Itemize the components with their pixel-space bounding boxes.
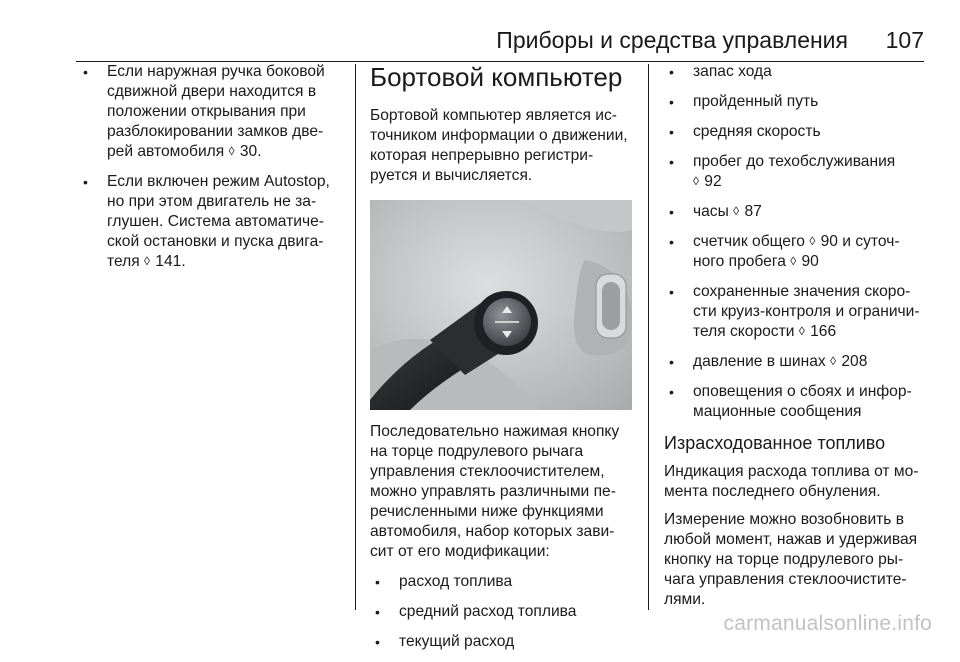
text-line: сдвижной двери находится в [107, 83, 317, 100]
bullet-icon: • [375, 574, 380, 590]
text-fragment: счетчик общего [693, 233, 805, 250]
text-line: Последовательно нажимая кнопку [370, 423, 620, 440]
text-line: речисленными ниже функциями [370, 503, 604, 520]
wiper-stalk-button-photo [370, 200, 632, 410]
text-line [693, 322, 930, 342]
text-line: на торце подрулевого рычага [370, 443, 584, 460]
page-reference[interactable]: 90 [801, 253, 819, 270]
bullet-icon: • [669, 204, 674, 220]
column-2 [370, 62, 635, 662]
bullet-icon: • [669, 64, 674, 80]
list-item [664, 382, 930, 422]
text-line: Если включен режим Autostop, [107, 173, 330, 190]
text-line: текущий расход [399, 633, 515, 650]
page-reference[interactable]: 92 [704, 173, 722, 190]
text-line: расход топлива [399, 573, 513, 590]
page-number: 107 [885, 27, 924, 53]
text-line [693, 252, 930, 272]
page-reference-icon: ◊ [144, 254, 150, 268]
subsection-title: Израсходованное топливо [664, 433, 886, 453]
list-item [664, 62, 930, 82]
description-paragraph [370, 422, 635, 562]
text-line: ской остановки и пуска двига- [107, 233, 324, 250]
list-item [664, 282, 930, 342]
page-reference[interactable]: 208 [841, 353, 868, 370]
text-line: точником информации о движении, [370, 127, 628, 144]
list-item [664, 232, 930, 272]
bullet-icon: • [669, 354, 674, 370]
bullet-icon: • [669, 384, 674, 400]
text-line: Индикация расхода топлива от мо- [664, 463, 919, 480]
text-line: положении открывания при [107, 103, 306, 120]
page-reference-icon: ◊ [790, 254, 797, 268]
text-fragment: ного пробега [693, 253, 786, 270]
function-list [370, 572, 635, 652]
text-line: средняя скорость [693, 123, 821, 140]
list-item [664, 152, 930, 192]
text-line: сти круиз-контроля и ограничи- [693, 303, 920, 320]
text-fragment: теля [107, 253, 140, 270]
bullet-icon: • [83, 64, 88, 80]
text-line: запас хода [693, 63, 772, 80]
list-item [664, 202, 930, 222]
bullet-icon: • [83, 174, 88, 190]
text-fragment: часы [693, 203, 729, 220]
paragraph [664, 462, 930, 502]
page-reference[interactable]: 166 [810, 323, 837, 340]
page-reference-icon: ◊ [809, 234, 816, 248]
list-item [664, 122, 930, 142]
text-line [693, 352, 930, 372]
page-reference[interactable]: 90 и суточ- [820, 233, 900, 250]
text-line: чага управления стеклоочистите- [664, 571, 907, 588]
text-line [107, 252, 350, 272]
text-line: Если наружная ручка боковой [107, 63, 325, 80]
text-line: Бортовой компьютер является ис- [370, 107, 617, 124]
section-title: Бортовой компьютер [370, 62, 623, 92]
bullet-icon: • [669, 154, 674, 170]
text-fragment: рей автомобиля [107, 143, 225, 160]
text-line: сит от его модификации: [370, 543, 550, 560]
text-line: которая непрерывно регистри- [370, 147, 594, 164]
text-line: оповещения о сбоях и инфор- [693, 383, 912, 400]
column-divider-left [355, 64, 356, 610]
bullet-list [78, 62, 350, 272]
intro-paragraph [370, 106, 635, 186]
list-item [78, 172, 350, 272]
page-reference[interactable]: 30. [239, 143, 262, 160]
text-line: любой момент, нажав и удерживая [664, 531, 918, 548]
text-line: пройденный путь [693, 93, 819, 110]
page-reference[interactable]: 87 [744, 203, 762, 220]
text-fragment: теля скорости [693, 323, 795, 340]
text-line: руется и вычисляется. [370, 167, 533, 184]
column-divider-right [648, 64, 649, 610]
list-item [370, 572, 635, 592]
text-line: управления стеклоочистителем, [370, 463, 605, 480]
text-line: автомобиля, набор которых зави- [370, 523, 615, 540]
page-reference-icon: ◊ [830, 354, 836, 368]
text-line: можно управлять различными пе- [370, 483, 616, 500]
text-line: сохраненные значения скоро- [693, 283, 911, 300]
list-item [370, 632, 635, 652]
text-line: Измерение можно возобновить в [664, 511, 905, 528]
text-line: лями. [664, 591, 706, 608]
page-reference-icon: ◊ [733, 204, 740, 218]
list-item [78, 62, 350, 162]
text-line: разблокировании замков две- [107, 123, 324, 140]
bullet-icon: • [375, 634, 380, 650]
text-line [693, 172, 930, 192]
text-line: глушен. Система автоматиче- [107, 213, 324, 230]
wiper-stalk-illustration [370, 200, 632, 410]
column-1 [78, 62, 350, 282]
text-line: средний расход топлива [399, 603, 577, 620]
page-title: Приборы и средства управления [496, 27, 848, 53]
bullet-icon: • [669, 124, 674, 140]
column-3 [664, 62, 930, 618]
text-line: но при этом двигатель не за- [107, 193, 317, 210]
text-fragment: давление в шинах [693, 353, 826, 370]
bullet-icon: • [669, 94, 674, 110]
text-line: пробег до техобслуживания [693, 153, 896, 170]
list-item [664, 352, 930, 372]
text-line: мационные сообщения [693, 403, 862, 420]
text-line: мента последнего обнуления. [664, 483, 881, 500]
page-reference-icon: ◊ [228, 144, 235, 158]
function-list-continued [664, 62, 930, 422]
list-item [370, 602, 635, 622]
page-reference-icon: ◊ [693, 174, 699, 188]
watermark: carmanualsonline.info [723, 612, 932, 635]
bullet-icon: • [669, 234, 674, 250]
paragraph [664, 510, 930, 610]
bullet-icon: • [669, 284, 674, 300]
text-line: кнопку на торце подрулевого ры- [664, 551, 904, 568]
page-reference-icon: ◊ [798, 324, 805, 338]
list-item [664, 92, 930, 112]
text-line [693, 202, 930, 222]
page-header [76, 26, 924, 54]
text-line [693, 232, 930, 252]
bullet-icon: • [375, 604, 380, 620]
text-line [107, 142, 350, 162]
page-reference[interactable]: 141. [155, 253, 186, 270]
